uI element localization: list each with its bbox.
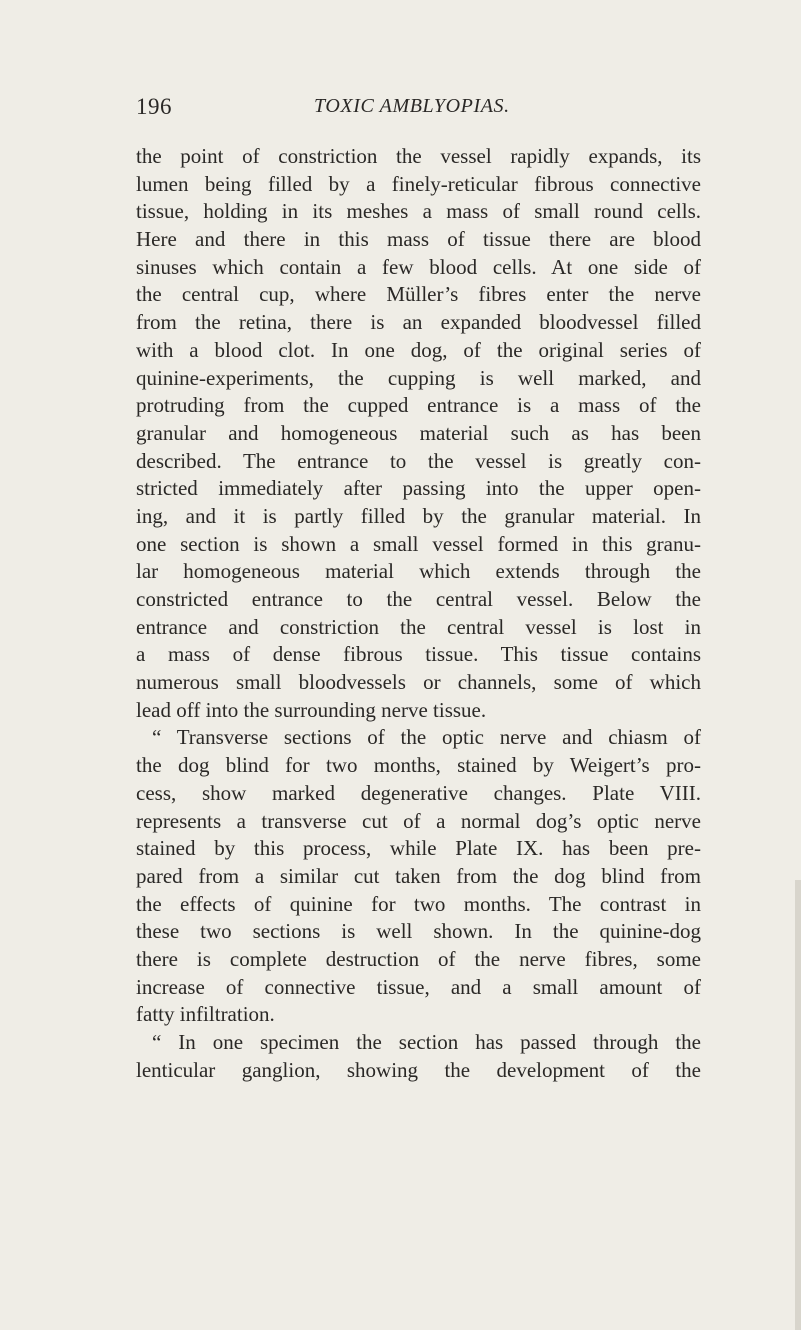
text-line: stricted immediately after passing into the upper open- bbox=[136, 476, 701, 501]
text-line: one section is shown a small vessel formed in this granu- bbox=[136, 531, 701, 556]
page-edge-shadow bbox=[795, 880, 801, 1330]
text-line: the effects of quinine for two months. The contrast in bbox=[136, 891, 701, 916]
text-line: sinuses which contain a few blood cells. At one side of bbox=[136, 254, 701, 279]
text-line: quinine-experiments, the cupping is well marked, and bbox=[136, 365, 701, 390]
text-line: lenticular ganglion, showing the development of the bbox=[136, 1057, 701, 1082]
text-line: Here and there in this mass of tissue there are blood bbox=[136, 227, 701, 252]
text-line: constricted entrance to the central vessel. Below the bbox=[136, 587, 701, 611]
running-head bbox=[136, 94, 696, 124]
text-line: fatty infiltration. bbox=[136, 1002, 275, 1027]
page-number: 196 bbox=[136, 94, 172, 119]
text-line: protruding from the cupped entrance is a mass of the bbox=[136, 393, 701, 418]
text-line: lead off into the surrounding nerve tissue. bbox=[136, 697, 487, 722]
text-line: there is complete destruction of the nerve fibres, some bbox=[136, 946, 701, 971]
text-line: stained by this process, while Plate IX. has been pre- bbox=[136, 836, 701, 861]
text-line: “ Transverse sections of the optic nerve and chiasm of bbox=[152, 725, 701, 750]
text-line: numerous small bloodvessels or channels, some of which bbox=[136, 670, 701, 695]
text-line: lumen being filled by a finely-reticular fibrous connective bbox=[136, 171, 701, 196]
text-line: from the retina, there is an expanded bloodvessel filled bbox=[136, 310, 701, 335]
text-line: increase of connective tissue, and a small amount of bbox=[136, 974, 701, 999]
body-text bbox=[136, 143, 701, 1084]
text-line: with a blood clot. In one dog, of the original series of bbox=[136, 337, 701, 362]
text-line: the point of constriction the vessel rapidly expands, its bbox=[136, 144, 701, 168]
text-line: a mass of dense fibrous tissue. This tissue contains bbox=[136, 642, 701, 667]
text-line: cess, show marked degenerative changes. Plate VIII. bbox=[136, 780, 701, 805]
text-line: tissue, holding in its meshes a mass of small round cells. bbox=[136, 199, 701, 224]
text-line: these two sections is well shown. In the quinine-dog bbox=[136, 919, 701, 944]
text-line: entrance and constriction the central vessel is lost in bbox=[136, 614, 701, 639]
text-line: lar homogeneous material which extends through the bbox=[136, 559, 701, 584]
text-line: represents a transverse cut of a normal dog’s optic nerve bbox=[136, 808, 701, 833]
text-line: the dog blind for two months, stained by Weigert’s pro- bbox=[136, 753, 701, 778]
text-line: ing, and it is partly filled by the granular material. In bbox=[136, 503, 701, 528]
text-line: “ In one specimen the section has passed through the bbox=[152, 1030, 701, 1054]
text-line: pared from a similar cut taken from the dog blind from bbox=[136, 863, 701, 888]
running-title: TOXIC AMBLYOPIAS. bbox=[314, 95, 510, 117]
text-line: granular and homogeneous material such as has been bbox=[136, 420, 701, 445]
text-line: the central cup, where Müller’s fibres enter the nerve bbox=[136, 282, 701, 307]
text-line: described. The entrance to the vessel is greatly con- bbox=[136, 448, 701, 473]
